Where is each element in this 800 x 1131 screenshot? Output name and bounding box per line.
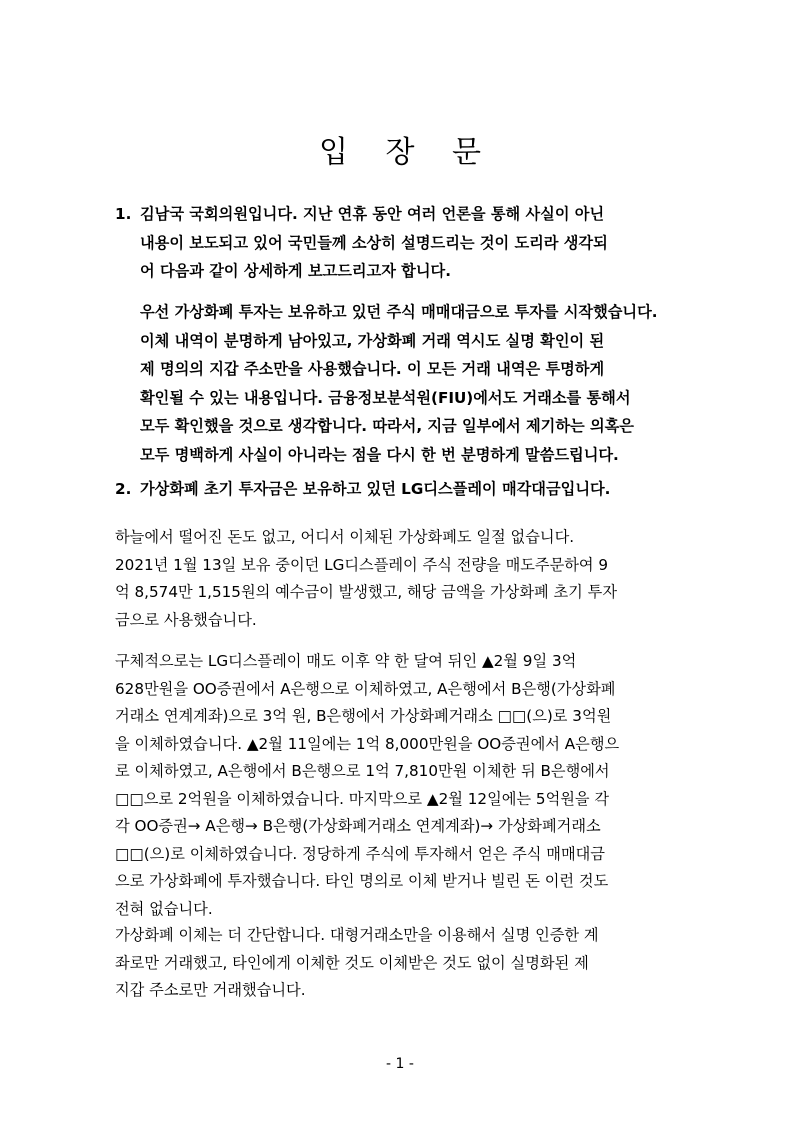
paragraph-3-line: 각 OO증권→ A은행→ B은행(가상화폐거래소 연계계좌)→ 가상화폐거래소 xyxy=(115,817,601,835)
section-2-text xyxy=(140,475,700,504)
section-2 xyxy=(115,475,700,504)
paragraph-1-line: 모두 확인했을 것으로 생각합니다. 따라서, 지금 일부에서 제기하는 의혹은 xyxy=(140,417,634,435)
paragraph-3-line: 로 이체하였고, A은행에서 B은행으로 1억 7,810만원 이체한 뒤 B은행에서 xyxy=(115,762,610,780)
paragraph-1-line: 이체 내역이 분명하게 남아있고, 가상화폐 거래 역시도 실명 확인이 된 xyxy=(140,331,605,350)
paragraph-2-line: 하늘에서 떨어진 돈도 없고, 어디서 이체된 가상화폐도 일절 없습니다. xyxy=(115,528,575,546)
section-2-number: 2. xyxy=(115,480,132,498)
section-1-line: 어 다음과 같이 상세하게 보고드리고자 합니다. xyxy=(140,262,451,280)
section-1-text xyxy=(140,200,700,286)
paragraph-3-line: 거래소 연계계좌)으로 3억 원, B은행에서 가상화폐거래소 □□(으)로 3억원 xyxy=(115,707,612,725)
paragraph-3-line: □□으로 2억원을 이체하였습니다. 마지막으로 ▲2월 12일에는 5억원을 각 xyxy=(115,789,610,808)
paragraph-2-line: 2021년 1월 13일 보유 중이던 LG디스플레이 주식 전량을 매도주문하여 9 xyxy=(115,555,609,574)
paragraph-1-line: 확인될 수 있는 내용입니다. 금융정보분석원(FIU)에서도 거래소를 통해서 xyxy=(140,388,631,407)
paragraph-1-line: 우선 가상화폐 투자는 보유하고 있던 주식 매매대금으로 투자를 시작했습니다. xyxy=(140,303,658,321)
paragraph-3-line: 전혀 없습니다. xyxy=(115,899,213,918)
section-1-line: 내용이 보도되고 있어 국민들께 소상히 설명드리는 것이 도리라 생각되 xyxy=(140,233,608,252)
paragraph-1-line: 모두 명백하게 사실이 아니라는 점을 다시 한 번 분명하게 말씀드립니다. xyxy=(140,445,619,464)
paragraph-3-line: 을 이체하였습니다. ▲2월 11일에는 1억 8,000만원을 OO증권에서 A은행으 xyxy=(115,734,620,753)
page-title: 입 장 문 xyxy=(318,135,495,170)
page-number: - 1 - xyxy=(386,1056,414,1072)
paragraph-4-line: 지갑 주소로만 거래했습니다. xyxy=(115,981,306,999)
paragraph-2-line: 금으로 사용했습니다. xyxy=(115,610,257,629)
paragraph-4 xyxy=(115,922,700,1005)
paragraph-3-line: 628만원을 OO증권에서 A은행으로 이체하였고, A은행에서 B은행(가상화폐 xyxy=(115,679,616,698)
section-1-line: 김남국 국회의원입니다. 지난 연휴 동안 여러 언론을 통해 사실이 아닌 xyxy=(140,205,605,223)
paragraph-3-line: □□(으)로 이체하였습니다. 정당하게 주식에 투자해서 얻은 주식 매매대금 xyxy=(115,844,605,863)
paragraph-3-line: 구체적으로는 LG디스플레이 매도 이후 약 한 달여 뒤인 ▲2월 9일 3억 xyxy=(115,652,577,670)
paragraph-4-line: 좌로만 거래했고, 타인에게 이체한 것도 이체받은 것도 없이 실명화된 제 xyxy=(115,953,589,972)
section-1 xyxy=(115,200,700,286)
paragraph-3 xyxy=(115,648,700,923)
paragraph-1 xyxy=(140,298,700,469)
paragraph-4-line: 가상화폐 이체는 더 간단합니다. 대형거래소만을 이용해서 실명 인증한 계 xyxy=(115,926,599,944)
section-1-number: 1. xyxy=(115,205,132,223)
paragraph-2-line: 억 8,574만 1,515원의 예수금이 발생했고, 해당 금액을 가상화폐 초기 투자 xyxy=(115,583,618,601)
paragraph-1-line: 제 명의의 지갑 주소만을 사용했습니다. 이 모든 거래 내역은 투명하게 xyxy=(140,360,605,378)
paragraph-3-line: 으로 가상화폐에 투자했습니다. 타인 명의로 이체 받거나 빌린 돈 이런 것도 xyxy=(115,872,609,890)
section-2-line: 가상화폐 초기 투자금은 보유하고 있던 LG디스플레이 매각대금입니다. xyxy=(140,480,611,498)
paragraph-2 xyxy=(115,524,700,634)
